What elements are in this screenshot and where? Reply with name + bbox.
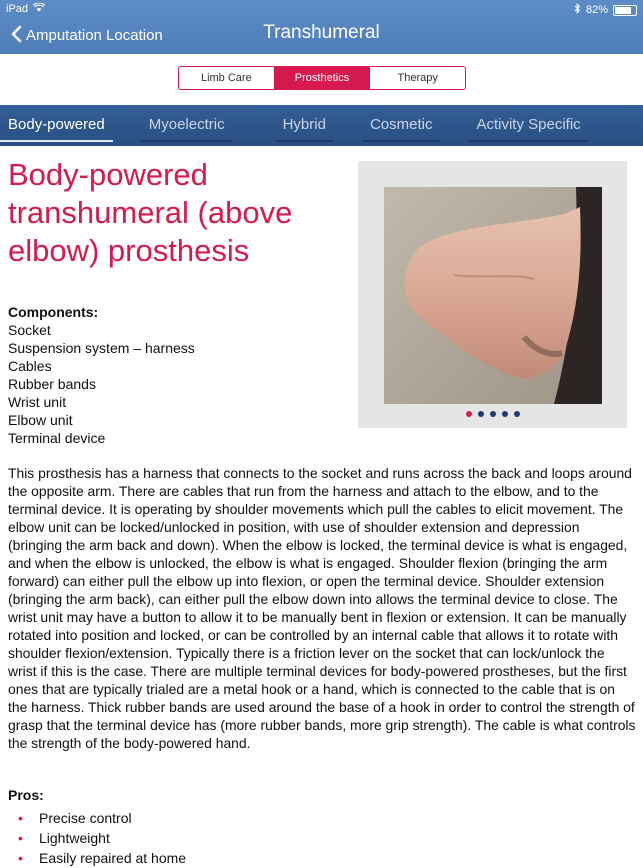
pros-section xyxy=(8,786,628,868)
carousel-dot[interactable] xyxy=(514,411,520,417)
back-button[interactable] xyxy=(10,25,163,45)
tab-activity-specific[interactable]: Activity Specific xyxy=(468,116,588,136)
battery-icon xyxy=(613,5,637,16)
photo-carousel[interactable] xyxy=(358,161,627,428)
pros-list xyxy=(8,808,628,868)
bluetooth-icon xyxy=(574,3,581,17)
battery-level xyxy=(615,7,631,14)
component-item: Socket xyxy=(8,322,51,338)
carousel-dot[interactable] xyxy=(502,411,508,417)
section-segmented-control xyxy=(178,66,466,90)
list-item: • Easily repaired at home xyxy=(8,848,628,868)
component-item: Cables xyxy=(8,358,52,374)
description-text: This prosthesis has a harness that connects to the socket and runs across the back and loops around the opposite arm. There are cables that run from the harness and attach to the elbow, and to the terminal device. It is operating by shoulder movements which pull the cables to elicit movement. The elbow unit can be locked/unlocked in position, with use of shoulder extension and depression (bringing the arm back and down). When the elbow is locked, the terminal device is what is engaged, and when the elbow is unlocked, the elbow is what is engaged. Shoulder flexion (bringing the arm forward) can either pull the elbow up into flexion, or open the terminal device. Shoulder extension (bringing the arm back), can either pull the elbow down into allows the terminal device to close. The wrist unit may have a button to allow it to be manually bent in flexion or extension. It can be manually rotated into position and locked, or can be controlled by an internal cable that allows it to rotate with shoulder flexion/extension. Typically there is a friction lever on the socket that can lock/unlock the wrist if this is the case. There are multiple terminal devices for body-powered prostheses, but the first ones that are typically trialed are a metal hook or a hand, which is connected to the cable that is on the harness. Thick rubber bands are used around the base of a hook in order to control the strength of grasp that the terminal device has (more rubber bands, more grip strength). The cable is what controls the strength of the body-powered hand. xyxy=(8,465,636,751)
device-name: iPad xyxy=(6,3,29,15)
battery-percent: 82% xyxy=(585,4,608,16)
prosthesis-type-tabs xyxy=(0,105,643,146)
chevron-left-icon xyxy=(10,25,22,45)
component-item: Elbow unit xyxy=(8,412,73,428)
status-bar xyxy=(0,0,643,18)
segment-therapy[interactable]: Therapy xyxy=(369,67,465,89)
tab-hybrid[interactable]: Hybrid xyxy=(275,116,334,136)
component-item: Terminal device xyxy=(8,430,106,446)
segment-prosthetics[interactable]: Prosthetics xyxy=(274,67,370,89)
content-heading: Body-powered transhumeral (above elbow) prosthesis xyxy=(8,157,293,268)
carousel-dot[interactable] xyxy=(466,411,472,417)
list-item: • Lightweight xyxy=(8,828,628,848)
tab-cosmetic[interactable]: Cosmetic xyxy=(362,116,441,136)
component-item: Suspension system – harness xyxy=(8,340,195,356)
components-list xyxy=(8,303,338,447)
carousel-dot[interactable] xyxy=(478,411,484,417)
pros-label: Pros: xyxy=(8,787,44,803)
wifi-icon xyxy=(33,3,45,15)
back-label: Amputation Location xyxy=(26,26,163,44)
component-item: Rubber bands xyxy=(8,376,96,392)
page-title: Transhumeral xyxy=(263,22,380,43)
carousel-page-indicator[interactable] xyxy=(358,411,627,417)
carousel-dot[interactable] xyxy=(490,411,496,417)
list-item: • Precise control xyxy=(8,808,628,828)
component-item: Wrist unit xyxy=(8,394,67,410)
navigation-bar xyxy=(0,0,643,54)
tab-body-powered[interactable]: Body-powered xyxy=(0,116,113,136)
components-label: Components: xyxy=(8,304,99,320)
tab-myoelectric[interactable]: Myoelectric xyxy=(141,116,233,136)
residual-limb-photo xyxy=(384,187,602,404)
segment-limb-care[interactable]: Limb Care xyxy=(200,72,252,84)
